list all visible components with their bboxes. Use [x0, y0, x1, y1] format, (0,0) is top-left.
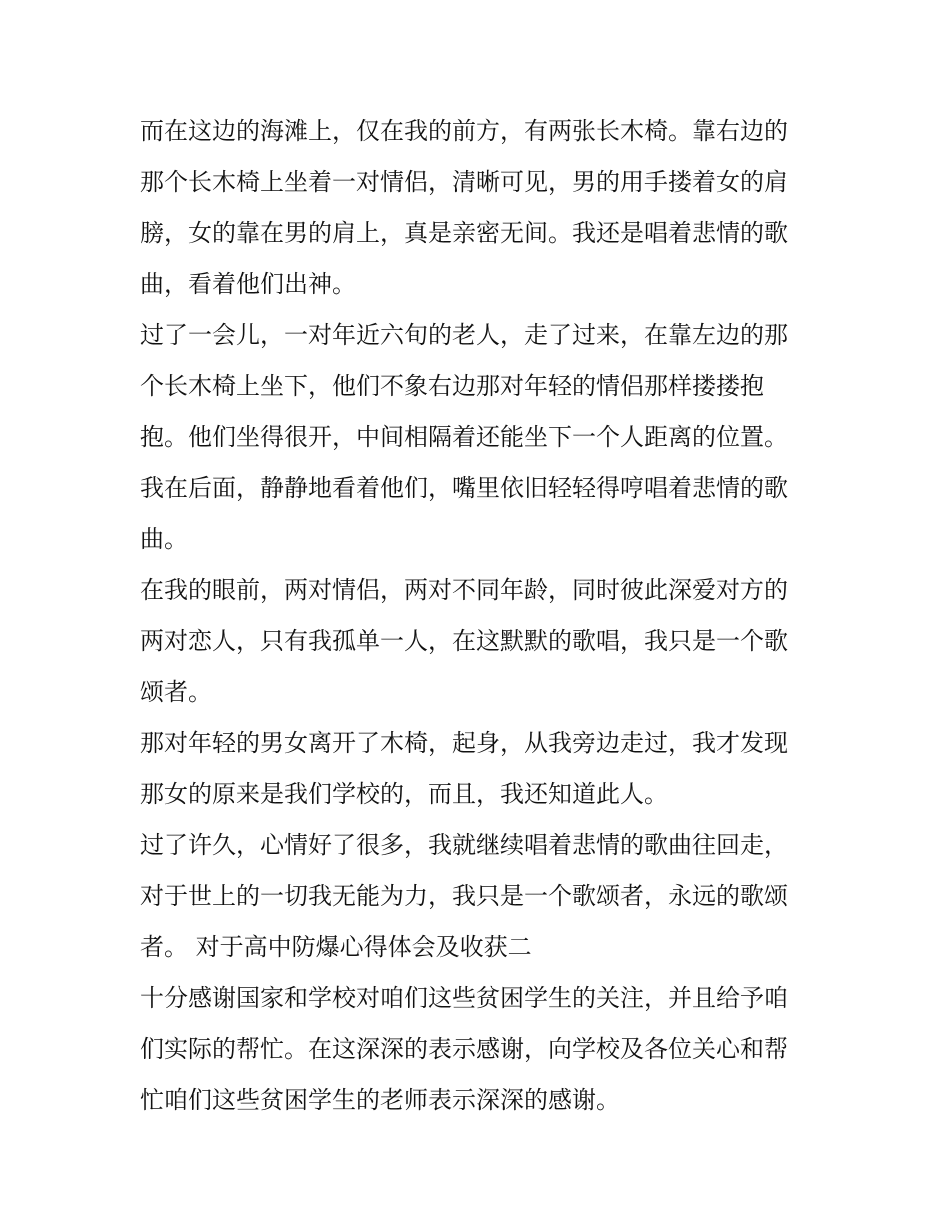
text-line: 忙咱们这些贫困学生的老师表示深深的感谢。: [140, 1086, 620, 1114]
text-line: 曲。: [140, 525, 188, 553]
text-line: 们实际的帮忙。在这深深的表示感谢，向学校及各位关心和帮: [140, 1035, 788, 1063]
text-line: 抱。他们坐得很开，中间相隔着还能坐下一个人距离的位置。: [140, 423, 788, 451]
text-line: 者。 对于高中防爆心得体会及收获二: [140, 933, 532, 961]
text-line: 十分感谢国家和学校对咱们这些贫困学生的关注，并且给予咱: [140, 984, 788, 1012]
document-body: [140, 106, 820, 1126]
text-line: 我在后面，静静地看着他们，嘴里依旧轻轻得哼唱着悲情的歌: [140, 474, 788, 502]
text-line: 而在这边的海滩上，仅在我的前方，有两张长木椅。靠右边的: [140, 117, 788, 145]
text-line: 过了许久，心情好了很多，我就继续唱着悲情的歌曲往回走，: [140, 831, 788, 859]
text-line: 过了一会儿，一对年近六旬的老人，走了过来，在靠左边的那: [140, 321, 788, 349]
text-line: 在我的眼前，两对情侣，两对不同年龄，同时彼此深爱对方的: [140, 576, 788, 604]
text-line: 颂者。: [140, 678, 212, 706]
text-line: 曲，看着他们出神。: [140, 270, 356, 298]
text-line: 对于世上的一切我无能为力，我只是一个歌颂者，永远的歌颂: [140, 882, 788, 910]
text-line: 那个长木椅上坐着一对情侣，清晰可见，男的用手搂着女的肩: [140, 168, 788, 196]
text-line: 个长木椅上坐下，他们不象右边那对年轻的情侣那样搂搂抱: [140, 372, 764, 400]
text-line: 两对恋人，只有我孤单一人，在这默默的歌唱，我只是一个歌: [140, 627, 788, 655]
text-line: 那女的原来是我们学校的，而且，我还知道此人。: [140, 780, 668, 808]
text-line: 那对年轻的男女离开了木椅，起身，从我旁边走过，我才发现: [140, 729, 788, 757]
text-line: 膀，女的靠在男的肩上，真是亲密无间。我还是唱着悲情的歌: [140, 219, 788, 247]
